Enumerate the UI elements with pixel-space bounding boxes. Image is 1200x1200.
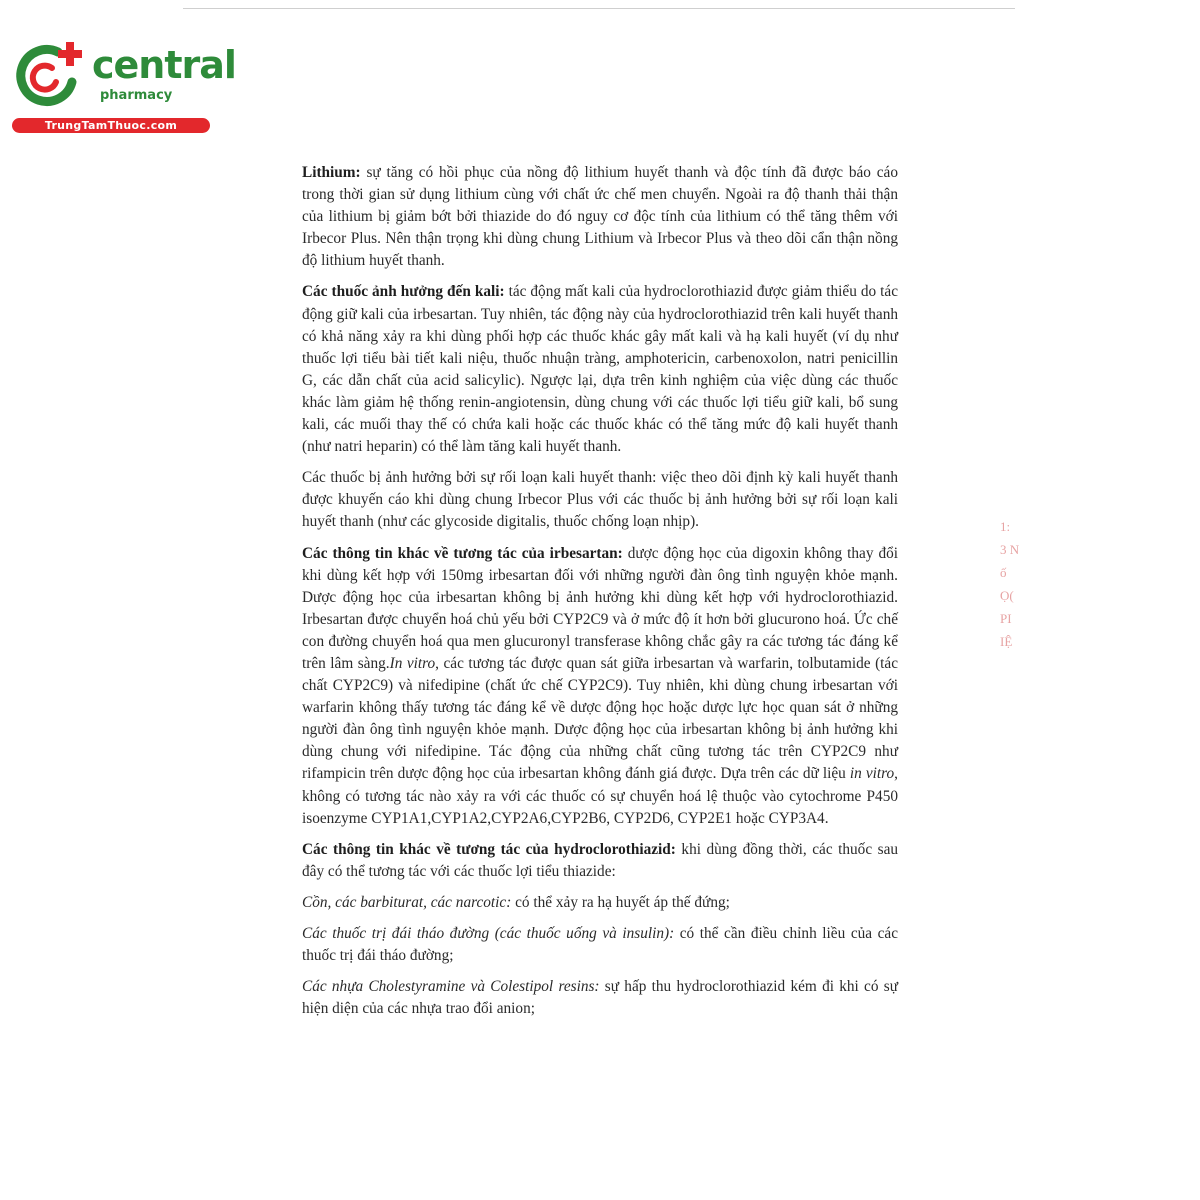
- top-rule: [183, 8, 1015, 9]
- paragraph-text: , không có tương tác nào xảy ra với các thuốc có sự chuyển hoá lệ thuộc vào cytochrome P450 isoenzyme CYP1A1,CYP1A2,CYP2A6,CYP2B6, CYP2D6, CYP2E1 hoặc CYP3A4.: [302, 765, 898, 827]
- paragraph-heading: Các thông tin khác về tương tác của hydroclorothiazid:: [302, 840, 676, 858]
- brand-logo[interactable]: [10, 38, 236, 138]
- document-body: [302, 162, 898, 1029]
- stamp-fragment: PI: [1000, 611, 1012, 626]
- paragraph-heading: Lithium:: [302, 164, 361, 181]
- paragraph-text: Các thuốc bị ảnh hưởng bởi sự rối loạn kali huyết thanh: việc theo dõi định kỳ kali huyết thanh được khuyến cáo khi dùng chung Irbecor Plus với các thuốc bị ảnh hưởng bởi sự rối loạn kali huyết thanh (như các glycoside digitalis, thuốc chống loạn nhịp).: [302, 469, 898, 531]
- italic-text: Cồn, các barbiturat, các narcotic:: [302, 893, 512, 911]
- paragraph: [302, 162, 898, 272]
- italic-text: In vitro: [389, 654, 436, 672]
- paragraph: [302, 976, 898, 1020]
- paragraph-text: sự hấp thu hydroclorothiazid kém đi khi có sự hiện diện của các nhựa trao đổi anion;: [302, 978, 898, 1018]
- paragraph-text: sự tăng có hồi phục của nồng độ lithium huyết thanh và độc tính đã được báo cáo trong thời gian sử dụng lithium cùng với chất ức chế men chuyển. Ngoài ra độ thanh thải thận của lithium bị giảm bớt bởi thiazide do đó nguy cơ độc tính của lithium có thể tăng thêm với Irbecor Plus. Nên thận trọng khi dùng chung Lithium và Irbecor Plus và theo dõi cẩn thận nồng độ lithium huyết thanh.: [302, 164, 898, 270]
- stamp-fragment: Ọ(: [1000, 588, 1014, 603]
- brand-url[interactable]: TrungTamThuoc.com: [12, 118, 210, 133]
- italic-text: Các thuốc trị đái tháo đường (các thuốc uống và insulin):: [302, 925, 675, 942]
- paragraph-text: dược động học của digoxin không thay đổi khi dùng kết hợp với 150mg irbesartan đối với những người đàn ông tình nguyện khỏe mạnh. Dược động học của irbesartan không bị ảnh hưởng khi dùng kết hợp với hydroclorothiazid. Irbesartan được chuyển hoá chủ yếu bởi CYP2C9 và ở mức độ ít hơn bởi glucurono hoá. Ức chế con đường chuyển hoá qua men glucuronyl transferase không chắc gây ra các tương tác đáng kể trên lâm sàng.: [302, 544, 898, 672]
- paragraph-text: tác động mất kali của hydroclorothiazid được giảm thiểu do tác động giữ kali của irbesartan. Tuy nhiên, tác động này của hydroclorothiazid trên kali huyết thanh có khả năng xảy ra khi dùng phối hợp các thuốc khác gây mất kali và hạ kali huyết (ví dụ như thuốc lợi tiểu bài tiết kali niệu, thuốc nhuận tràng, amphotericin, carbenoxolon, natri penicillin G, các dẫn chất của acid salicylic). Ngược lại, dựa trên kinh nghiệm của việc dùng các thuốc khác làm giảm hệ thống renin-angiotensin, dùng chung với các thuốc lợi tiểu giữ kali, bổ sung kali, các muối thay thế có chứa kali hoặc các thuốc khác có thể tăng mức độ kali huyết thanh (như natri heparin) có thể làm tăng kali huyết thanh.: [302, 283, 898, 456]
- paragraph: [302, 923, 898, 967]
- paragraph: [302, 543, 898, 830]
- stamp-fragment: 3 N: [1000, 542, 1020, 557]
- italic-text: Các nhựa Cholestyramine và Colestipol resins:: [302, 978, 600, 996]
- brand-name: central: [92, 43, 236, 87]
- paragraph: [302, 467, 898, 533]
- stamp-fragment: ố: [1000, 565, 1007, 580]
- paragraph: [302, 892, 898, 914]
- paragraph-heading: Các thuốc ảnh hưởng đến kali:: [302, 283, 505, 301]
- paragraph-heading: Các thông tin khác về tương tác của irbesartan:: [302, 544, 623, 562]
- stamp-fragment: 1:: [1000, 519, 1011, 534]
- paragraph-text: khi dùng đồng thời, các thuốc sau đây có thể tương tác với các thuốc lợi tiểu thiazide:: [302, 840, 899, 880]
- central-pharmacy-logo-icon: [10, 38, 88, 112]
- paragraph-text: có thể cần điều chỉnh liều của các thuốc trị đái tháo đường;: [302, 925, 898, 965]
- paragraph-text: có thể xảy ra hạ huyết áp thế đứng;: [511, 893, 730, 911]
- stamp-fragment: IỆ: [1000, 634, 1013, 649]
- paragraph: [302, 281, 898, 458]
- paragraph: [302, 839, 898, 883]
- paragraph-text: , các tương tác được quan sát giữa irbesartan và warfarin, tolbutamide (tác chất CYP2C9) và nifedipine (chất ức chế CYP2C9). Tuy nhiên, khi dùng chung irbesartan với warfarin không thấy tương tác đáng kể về dược động học hoặc dược lực học quan sát ở những người đàn ông tình nguyện khỏe mạnh. Dược động học của irbesartan không bị ảnh hưởng khi dùng chung với nifedipine. Tác động của những chất cũng tương tác trên CYP2C9 như rifampicin trên dược động học của irbesartan không đánh giá được. Dựa trên các dữ liệu: [302, 654, 899, 783]
- brand-subtitle: pharmacy: [100, 88, 173, 103]
- stamp-marks: [1000, 515, 1022, 653]
- italic-text: in vitro: [849, 765, 895, 783]
